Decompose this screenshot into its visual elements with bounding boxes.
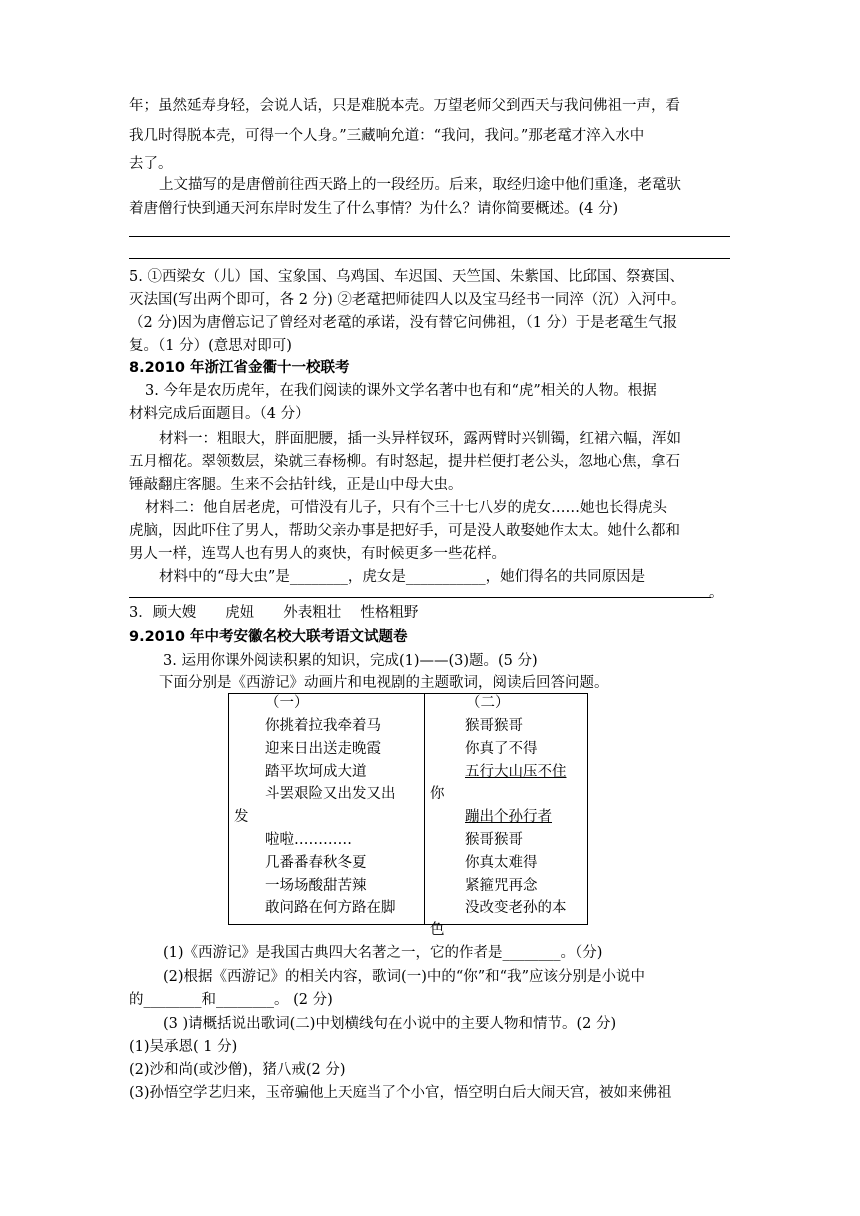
lyric-line: 啦啦…………	[265, 832, 352, 848]
lyric-line: 紧箍咒再念	[465, 878, 538, 894]
answer-line: 5. ①西梁女（儿）国、宝象国、乌鸡国、车迟国、天竺国、朱紫国、比邱国、祭赛国、	[129, 269, 684, 285]
passage-line: 年；虽然延寿身轻，会说人话，只是难脱本壳。万望老师父到西天与我问佛祖一声，看	[129, 98, 680, 114]
lyric-line: 踏平坎坷成大道	[265, 764, 367, 780]
material-line: 材料一：粗眼大，胖面肥腰，插一头异样钗环，露两臂时兴钏镯，红裙六幅，浑如	[159, 431, 681, 447]
answer-line: （2 分)因为唐僧忘记了曾经对老鼋的承诺，没有替它问佛祖，（1 分）于是老鼋生气报	[129, 315, 678, 331]
table-divider	[424, 693, 425, 925]
passage-line: 去了。	[129, 156, 173, 172]
lyric-line: 你真了不得	[465, 741, 538, 757]
lyric-line: 猴哥猴哥	[465, 832, 523, 848]
lyric-line: 几番番春秋冬夏	[265, 855, 367, 871]
material-line: 材料二：他自居老虎，可惜没有儿子，只有个三十七八岁的虎女……她也长得虎头	[145, 500, 667, 516]
answer-line: 灭法国(写出两个即可，各 2 分) ②老鼋把师徒四人以及宝马经书一同淬（沉）入河中。	[129, 292, 686, 308]
lyric-line-underlined: 五行大山压不住	[465, 764, 567, 780]
material-line: 男人一样，连骂人也有男人的爽快，有时候更多一些花样。	[129, 546, 506, 562]
passage-line: 我几时得脱本壳，可得一个人身。”三藏响允道：“我问，我问。”那老鼋才淬入水中	[129, 128, 645, 144]
section-heading: 9.2010 年中考安徽名校大联考语文试题卷	[129, 629, 408, 645]
lyric-line: 没改变老孙的本	[465, 900, 567, 916]
lyric-line: 你挑着拉我牵着马	[265, 718, 381, 734]
lyric-line: 猴哥猴哥	[465, 718, 523, 734]
material-line: 虎脑，因此吓住了男人，帮助父亲办事是把好手，可是没人敢娶她作太太。她什么都和	[129, 523, 680, 539]
lyric-line: 斗罢艰险又出发又出	[265, 786, 396, 802]
lyric-line: 你真太难得	[465, 855, 538, 871]
answer-line: 3．顾大嫂 虎妞 外表粗壮 性格粗野	[129, 605, 419, 621]
lyric-line: 一场场酸甜苦辣	[265, 878, 367, 894]
answer-line: (3)孙悟空学艺归来，玉帝骗他上天庭当了个小官，悟空明白后大闹天宫，被如来佛祖	[129, 1085, 672, 1101]
question-line: 3. 今年是农历虎年，在我们阅读的课外文学名著中也有和“虎”相关的人物。根据	[145, 383, 657, 399]
lyric-line-underlined: 蹦出个孙行者	[465, 809, 552, 825]
lyric-line: 迎来日出送走晚霞	[265, 741, 381, 757]
question-line: 的________和________。 (2 分)	[129, 992, 333, 1008]
material-line: 锤敲翻庄客腿。生来不会拈针线，正是山中母大虫。	[129, 477, 463, 493]
answer-blank-line	[129, 597, 711, 598]
material-line: 五月榴花。翠领数层，染就三春杨柳。有时怒起，提井栏便打老公头，忽地心焦，拿石	[129, 454, 680, 470]
question-line: 着唐僧行快到通天河东岸时发生了什么事情？为什么？请你简要概述。(4 分)	[129, 201, 619, 217]
lyric-line: 色	[430, 922, 445, 938]
question-line: 下面分别是《西游记》动画片和电视剧的主题歌词，阅读后回答问题。	[159, 675, 609, 691]
fill-blank-line: 材料中的“母大虫”是________，虎女是___________，她们得名的共同原因是	[159, 569, 646, 585]
answer-blank-line	[129, 258, 730, 259]
question-line: 3. 运用你课外阅读积累的知识，完成(1)——(3)题。(5 分)	[163, 653, 538, 669]
fill-blank-end: 。	[709, 585, 724, 601]
table-header-right: （二）	[466, 695, 510, 711]
question-line: 材料完成后面题目。（4 分）	[129, 406, 310, 422]
answer-line: 复。（1 分）(意思对即可)	[129, 338, 292, 354]
answer-blank-line	[129, 236, 730, 237]
lyric-line: 你	[430, 786, 445, 802]
answer-line: (1)吴承恩( 1 分)	[129, 1039, 238, 1055]
lyric-line: 发	[234, 809, 249, 825]
answer-line: (2)沙和尚(或沙僧)，猪八戒(2 分)	[129, 1062, 346, 1078]
table-header-left: （一）	[265, 695, 309, 711]
lyric-line: 敢问路在何方路在脚	[265, 900, 396, 916]
question-line: 上文描写的是唐僧前往西天路上的一段经历。后来，取经归途中他们重逢，老鼋驮	[159, 177, 681, 193]
question-line: (3 )请概括说出歌词(二)中划横线句在小说中的主要人物和情节。(2 分)	[163, 1016, 617, 1032]
question-line: (1)《西游记》是我国古典四大名著之一，它的作者是________。（分)	[163, 945, 603, 961]
question-line: (2)根据《西游记》的相关内容，歌词(一)中的“你”和“我”应该分别是小说中	[163, 969, 646, 985]
section-heading: 8.2010 年浙江省金衢十一校联考	[129, 360, 350, 376]
